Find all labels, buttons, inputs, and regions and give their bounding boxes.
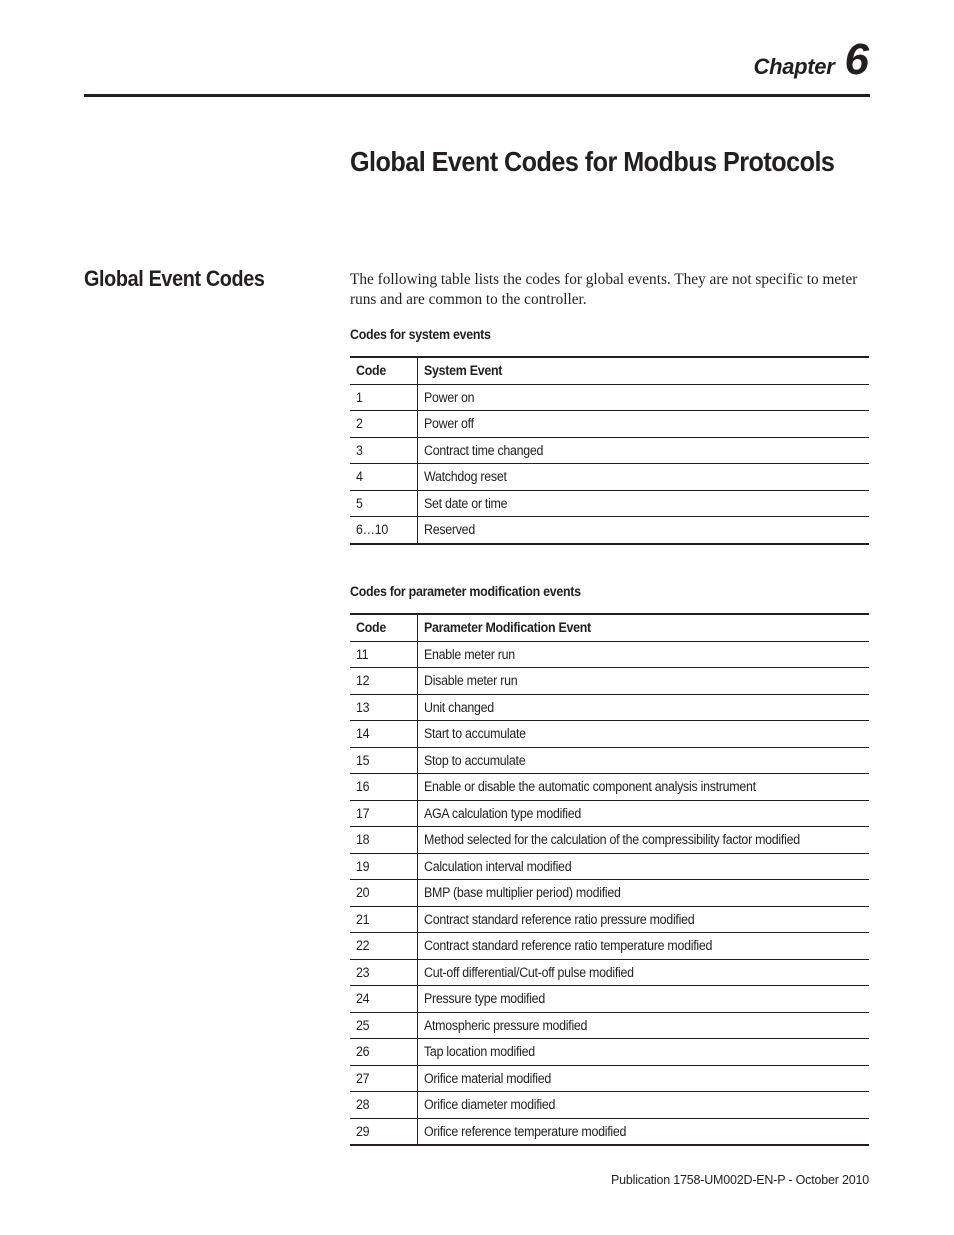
event-cell: Orifice diameter modified	[418, 1092, 870, 1119]
table-header-row	[350, 357, 869, 384]
code-cell: 26	[350, 1039, 418, 1066]
event-cell: Atmospheric pressure modified	[418, 1012, 870, 1039]
chapter-number: 6	[844, 35, 869, 84]
table-row	[350, 1065, 869, 1092]
code-cell: 13	[350, 694, 418, 721]
code-cell: 14	[350, 721, 418, 748]
event-cell: Watchdog reset	[418, 464, 870, 491]
event-cell: Enable or disable the automatic component analysis instrument	[418, 774, 870, 801]
event-cell: Contract time changed	[418, 437, 870, 464]
publication-footer: Publication 1758-UM002D-EN-P - October 2010	[611, 1173, 869, 1187]
chapter-rule	[84, 94, 870, 97]
chapter-heading	[753, 35, 869, 84]
table-row	[350, 1039, 869, 1066]
table-row	[350, 437, 869, 464]
table-row	[350, 880, 869, 907]
table-row	[350, 853, 869, 880]
event-cell: Contract standard reference ratio temperature modified	[418, 933, 870, 960]
table-row	[350, 986, 869, 1013]
code-cell: 28	[350, 1092, 418, 1119]
code-cell: 25	[350, 1012, 418, 1039]
event-cell: Power off	[418, 411, 870, 438]
column-header-code: Code	[350, 614, 418, 641]
table-row	[350, 384, 869, 411]
intro-paragraph: The following table lists the codes for global events. They are not specific to meter runs and are common to the controller.	[350, 271, 858, 308]
code-cell: 24	[350, 986, 418, 1013]
table-header-row	[350, 614, 869, 641]
event-cell: Orifice material modified	[418, 1065, 870, 1092]
table-row	[350, 721, 869, 748]
column-header-event: Parameter Modification Event	[418, 614, 870, 641]
code-cell: 1	[350, 384, 418, 411]
code-cell: 6…10	[350, 517, 418, 544]
table-row	[350, 411, 869, 438]
table-row	[350, 827, 869, 854]
table-row	[350, 517, 869, 544]
code-cell: 23	[350, 959, 418, 986]
code-cell: 22	[350, 933, 418, 960]
event-cell: Tap location modified	[418, 1039, 870, 1066]
system-events-caption: Codes for system events	[350, 327, 491, 342]
code-cell: 4	[350, 464, 418, 491]
code-cell: 21	[350, 906, 418, 933]
event-cell: Pressure type modified	[418, 986, 870, 1013]
code-cell: 15	[350, 747, 418, 774]
code-cell: 3	[350, 437, 418, 464]
table-row	[350, 490, 869, 517]
code-cell: 16	[350, 774, 418, 801]
table-row	[350, 1012, 869, 1039]
event-cell: Reserved	[418, 517, 870, 544]
code-cell: 12	[350, 668, 418, 695]
column-header-code: Code	[350, 357, 418, 384]
event-cell: Set date or time	[418, 490, 870, 517]
parameter-events-body	[350, 641, 869, 1145]
code-cell: 17	[350, 800, 418, 827]
section-heading: Global Event Codes	[84, 266, 265, 291]
table-row	[350, 694, 869, 721]
event-cell: BMP (base multiplier period) modified	[418, 880, 870, 907]
system-events-body	[350, 384, 869, 544]
table-row	[350, 774, 869, 801]
table-row	[350, 1118, 869, 1145]
table-row	[350, 906, 869, 933]
event-cell: Calculation interval modified	[418, 853, 870, 880]
table-row	[350, 933, 869, 960]
parameter-events-caption: Codes for parameter modification events	[350, 584, 581, 599]
event-cell: Cut-off differential/Cut-off pulse modified	[418, 959, 870, 986]
code-cell: 27	[350, 1065, 418, 1092]
code-cell: 20	[350, 880, 418, 907]
code-cell: 2	[350, 411, 418, 438]
code-cell: 11	[350, 641, 418, 668]
table-row	[350, 959, 869, 986]
code-cell: 18	[350, 827, 418, 854]
page-title: Global Event Codes for Modbus Protocols	[350, 146, 835, 177]
event-cell: Contract standard reference ratio pressure modified	[418, 906, 870, 933]
code-cell: 5	[350, 490, 418, 517]
code-cell: 29	[350, 1118, 418, 1145]
event-cell: Enable meter run	[418, 641, 870, 668]
chapter-label: Chapter	[753, 54, 835, 79]
event-cell: Power on	[418, 384, 870, 411]
table-row	[350, 641, 869, 668]
table-row	[350, 668, 869, 695]
event-cell: Start to accumulate	[418, 721, 870, 748]
table-row	[350, 464, 869, 491]
event-cell: Method selected for the calculation of the compressibility factor modified	[418, 827, 870, 854]
event-cell: Disable meter run	[418, 668, 870, 695]
table-row	[350, 747, 869, 774]
system-events-table	[350, 356, 869, 545]
event-cell: Unit changed	[418, 694, 870, 721]
event-cell: Orifice reference temperature modified	[418, 1118, 870, 1145]
table-row	[350, 1092, 869, 1119]
event-cell: AGA calculation type modified	[418, 800, 870, 827]
code-cell: 19	[350, 853, 418, 880]
column-header-event: System Event	[418, 357, 870, 384]
parameter-events-table	[350, 613, 869, 1146]
table-row	[350, 800, 869, 827]
event-cell: Stop to accumulate	[418, 747, 870, 774]
